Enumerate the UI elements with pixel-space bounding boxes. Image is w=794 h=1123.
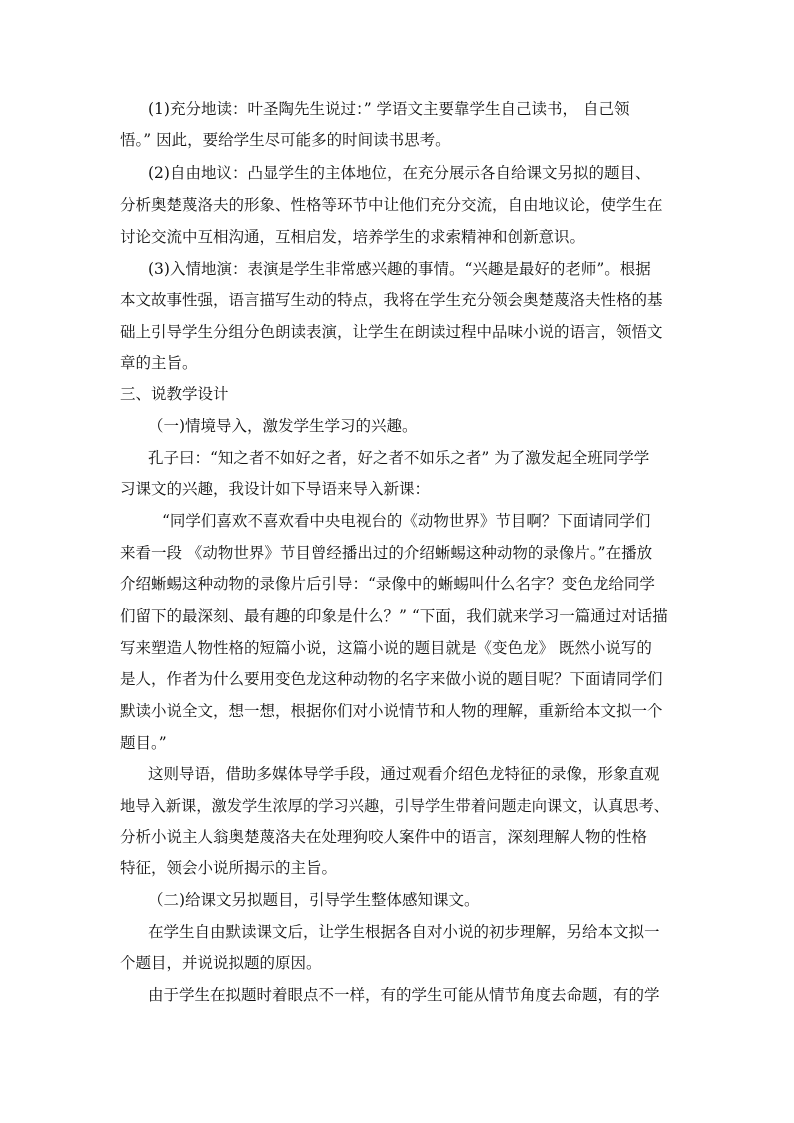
text-line: 础上引导学生分组分色朗读表演，让学生在朗读过程中品味小说的语言，领悟文 xyxy=(120,323,663,341)
text-line: 是人，作者为什么要用变色龙这种动物的名字来做小说的题目呢？下面请同学们 xyxy=(120,670,663,688)
text-line: 分析小说主人翁奥楚蔑洛夫在处理狗咬人案件中的语言，深刻理解人物的性格 xyxy=(120,828,648,846)
text-line: 题目。” xyxy=(120,734,167,752)
text-line: (3)入情地演：表演是学生非常感兴趣的事情。“兴趣是最好的老师”。根据 xyxy=(148,260,651,278)
text-line: (1)充分地读：叶圣陶先生说过：” 学语文主要靠学生自己读书， 自己领 xyxy=(148,100,630,118)
text-line: 特征，领会小说所揭示的主旨。 xyxy=(120,859,338,877)
text-line: 悟。” 因此，要给学生尽可能多的时间读书思考。 xyxy=(120,131,451,149)
text-line: 习课文的兴趣，我设计如下导语来导入新课： xyxy=(120,480,431,498)
section-heading: 三、说教学设计 xyxy=(120,385,229,403)
text-line: (2)自由地议：凸显学生的主体地位，在充分展示各自给课文另拟的题目、 xyxy=(148,164,651,182)
text-line: 个题目，并说说拟题的原因。 xyxy=(120,954,322,972)
text-line: 介绍蜥蜴这种动物的录像片后引导：“录像中的蜥蜴叫什么名字？变色龙给同学 xyxy=(120,575,655,593)
subsection-heading: （一)情境导入，激发学生学习的兴趣。 xyxy=(148,417,418,435)
text-line: 这则导语，借助多媒体导学手段，通过观看介绍色龙特征的录像，形象直观 xyxy=(148,765,660,783)
text-line: 默读小说全文，想一想，根据你们对小说情节和人物的理解，重新给本文拟一个 xyxy=(120,702,663,720)
text-line: 在学生自由默读课文后，让学生根据各自对小说的初步理解，另给本文拟一 xyxy=(148,923,660,941)
text-line: 来看一段 《动物世界》节目曾经播出过的介绍蜥蜴这种动物的录像片。”在播放 xyxy=(120,544,653,562)
text-line: 地导入新课，激发学生浓厚的学习兴趣，引导学生带着问题走向课文，认真思考、 xyxy=(120,797,669,815)
text-line: 章的主旨。 xyxy=(120,354,198,372)
text-line: 本文故事性强，语言描写生动的特点，我将在学生充分领会奥楚蔑洛夫性格的基 xyxy=(120,291,663,309)
text-line: 们留下的最深刻、最有趣的印象是什么？” “下面，我们就来学习一篇通过对话描 xyxy=(120,607,668,625)
text-line: 由于学生在拟题时着眼点不一样，有的学生可能从情节角度去命题，有的学 xyxy=(148,986,660,1004)
text-line: 讨论交流中互相沟通，互相启发，培养学生的求索精神和创新意识。 xyxy=(120,228,586,246)
subsection-heading: （二)给课文另拟题目，引导学生整体感知课文。 xyxy=(148,891,480,909)
text-line: “同学们喜欢不喜欢看中央电视台的《动物世界》节目啊？下面请同学们 xyxy=(162,512,651,530)
text-line: 写来塑造人物性格的短篇小说，这篇小说的题目就是《变色龙》 既然小说写的 xyxy=(120,639,652,657)
text-line: 孔子曰：“知之者不如好之者，好之者不如乐之者” 为了激发起全班同学学 xyxy=(148,449,650,467)
text-line: 分析奥楚蔑洛夫的形象、性格等环节中让他们充分交流，自由地议论，使学生在 xyxy=(120,196,663,214)
